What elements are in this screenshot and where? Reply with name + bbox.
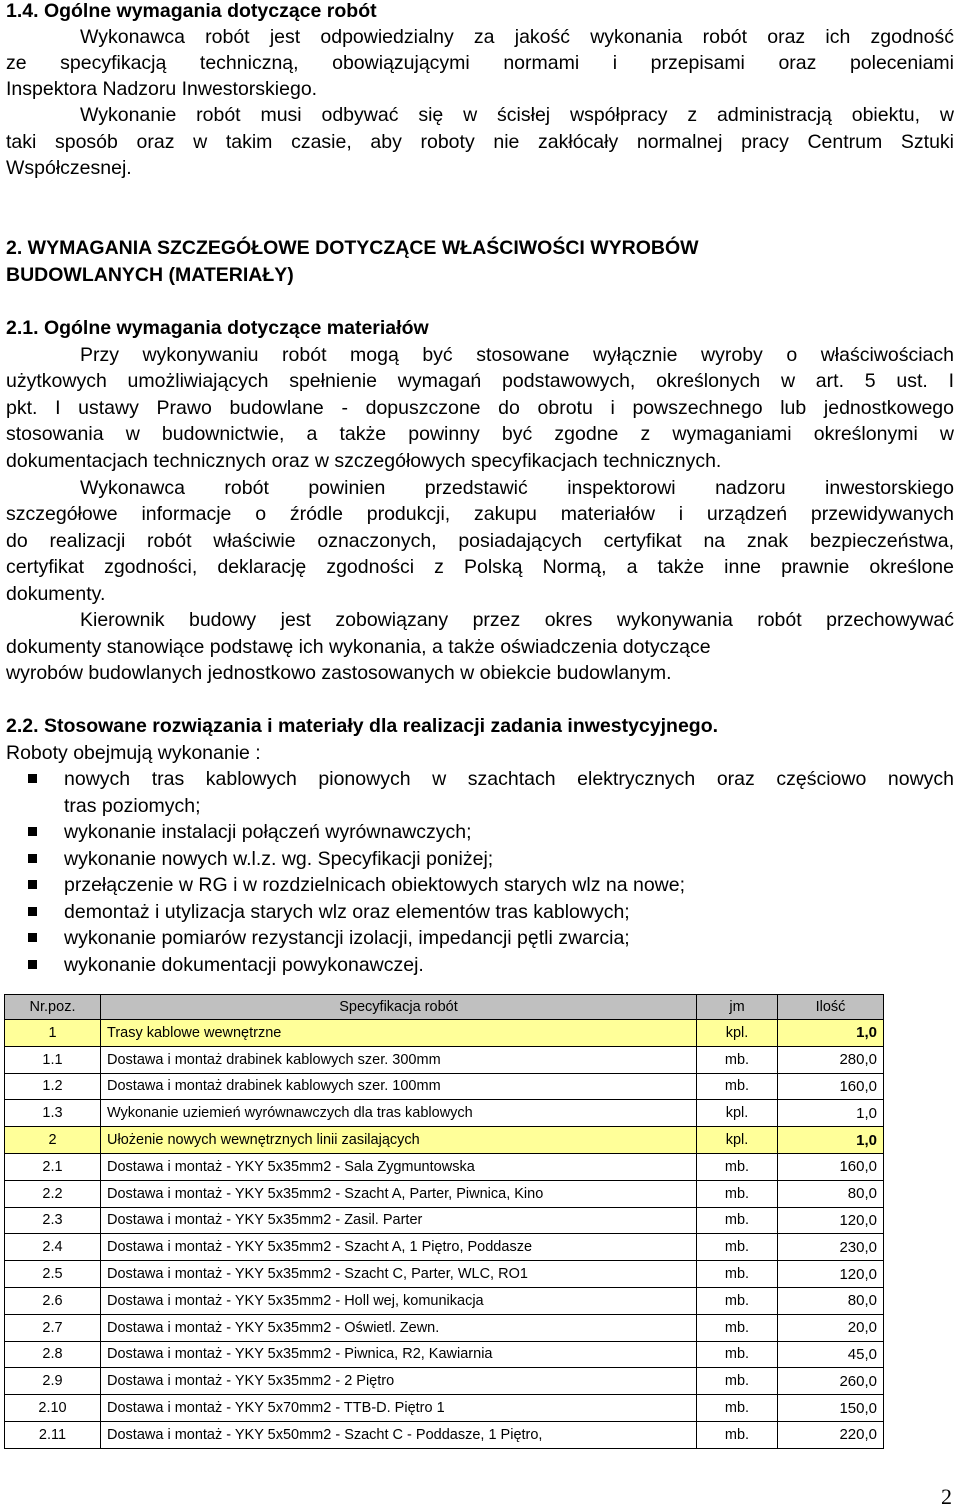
row-description: Dostawa i montaż drabinek kablowych szer. 100mm [101,1073,697,1100]
row-number: 2.5 [5,1261,101,1288]
bullet-item: demontaż i utylizacja starych wlz oraz elementów tras kablowych; [64,901,630,923]
row-quantity: 20,0 [778,1314,884,1341]
row-description: Dostawa i montaż drabinek kablowych szer. 300mm [101,1046,697,1073]
row-number: 1.2 [5,1073,101,1100]
section-2-heading-continued: BUDOWLANYCH (MATERIAŁY) [6,264,294,286]
table-body [5,1020,884,1449]
row-number: 2.7 [5,1314,101,1341]
row-unit: mb. [697,1341,778,1368]
table-row [5,1261,884,1288]
bullet-square-icon [28,774,37,783]
row-number: 2.6 [5,1287,101,1314]
table-row [5,1234,884,1261]
bullet-square-icon [28,854,37,863]
header-nr-poz: Nr.poz. [5,995,101,1020]
page-number: 2 [941,1484,952,1509]
paragraph-line: Współczesnej. [6,157,132,179]
row-number: 2.2 [5,1180,101,1207]
row-number: 2.11 [5,1421,101,1448]
table-row [5,1287,884,1314]
row-quantity: 120,0 [778,1261,884,1288]
table-row [5,1100,884,1127]
row-quantity: 120,0 [778,1207,884,1234]
row-description: Dostawa i montaż - YKY 5x50mm2 - Szacht C - Poddasze, 1 Piętro, [101,1421,697,1448]
table-row [5,1341,884,1368]
row-number: 2 [5,1127,101,1154]
row-number: 2.1 [5,1153,101,1180]
row-quantity: 80,0 [778,1287,884,1314]
row-unit: mb. [697,1153,778,1180]
row-number: 2.8 [5,1341,101,1368]
paragraph-line: Wykonawca robót powinien przedstawić inspektorowi nadzoru inwestorskiego [80,477,954,499]
row-quantity: 160,0 [778,1153,884,1180]
row-unit: mb. [697,1207,778,1234]
row-number: 2.3 [5,1207,101,1234]
row-unit: mb. [697,1314,778,1341]
paragraph-line: Inspektora Nadzoru Inwestorskiego. [6,78,318,100]
table-row [5,1153,884,1180]
row-description: Trasy kablowe wewnętrzne [101,1020,697,1047]
row-number: 1 [5,1020,101,1047]
table-row [5,1127,884,1154]
bullet-item: wykonanie instalacji połączeń wyrównawczych; [64,821,472,843]
table-row [5,1046,884,1073]
row-quantity: 45,0 [778,1341,884,1368]
paragraph-line: pkt. I ustawy Prawo budowlane - dopuszczone do obrotu i powszechnego lub jednostkowego [6,397,954,419]
header-specyfikacja: Specyfikacja robót [101,995,697,1020]
row-unit: mb. [697,1261,778,1288]
bullet-item: wykonanie pomiarów rezystancji izolacji, impedancji pętli zwarcia; [64,927,630,949]
row-description: Dostawa i montaż - YKY 5x35mm2 - Sala Zygmuntowska [101,1153,697,1180]
section-2-1-heading: 2.1. Ogólne wymagania dotyczące materiałów [6,317,429,339]
paragraph-line: Przy wykonywaniu robót mogą być stosowane wyłącznie wyroby o właściwościach [80,344,954,366]
paragraph-line: ze specyfikacją techniczną, obowiązującymi normami i przepisami oraz poleceniami [6,52,954,74]
row-number: 2.10 [5,1395,101,1422]
table-row [5,1020,884,1047]
bullet-square-icon [28,933,37,942]
paragraph-line: Wykonanie robót musi odbywać się w ścisłej współpracy z administracją obiektu, w [80,104,954,126]
row-unit: mb. [697,1421,778,1448]
section-2-2-heading: 2.2. Stosowane rozwiązania i materiały dla realizacji zadania inwestycyjnego. [6,715,719,737]
row-description: Dostawa i montaż - YKY 5x35mm2 - Szacht A, 1 Piętro, Poddasze [101,1234,697,1261]
row-quantity: 280,0 [778,1046,884,1073]
row-quantity: 1,0 [778,1020,884,1047]
paragraph-line: użytkowych umożliwiających spełnienie wymagań podstawowych, określonych w art. 5 ust. I [6,370,954,392]
row-unit: mb. [697,1368,778,1395]
row-unit: mb. [697,1046,778,1073]
row-description: Dostawa i montaż - YKY 5x70mm2 - TTB-D. Piętro 1 [101,1395,697,1422]
row-quantity: 220,0 [778,1421,884,1448]
paragraph-line: dokumenty stanowiące podstawę ich wykonania, a także oświadczenia dotyczące [6,636,711,658]
bullet-square-icon [28,880,37,889]
row-description: Dostawa i montaż - YKY 5x35mm2 - Piwnica, R2, Kawiarnia [101,1341,697,1368]
row-unit: mb. [697,1073,778,1100]
section-2-heading: 2. WYMAGANIA SZCZEGÓŁOWE DOTYCZĄCE WŁAŚCIWOŚCI WYROBÓW [6,237,699,259]
row-number: 1.3 [5,1100,101,1127]
table-row [5,1395,884,1422]
row-number: 1.1 [5,1046,101,1073]
row-quantity: 150,0 [778,1395,884,1422]
row-number: 2.4 [5,1234,101,1261]
row-description: Dostawa i montaż - YKY 5x35mm2 - 2 Piętro [101,1368,697,1395]
bullet-item: wykonanie dokumentacji powykonawczej. [64,954,424,976]
table-row [5,1314,884,1341]
bullet-item: przełączenie w RG i w rozdzielnicach obiektowych starych wlz na nowe; [64,874,686,896]
section-2-2-intro: Roboty obejmują wykonanie : [6,742,261,764]
row-description: Wykonanie uziemień wyrównawczych dla tras kablowych [101,1100,697,1127]
paragraph-line: dokumentacjach technicznych oraz w szczegółowych specyfikacjach technicznych. [6,450,722,472]
row-quantity: 160,0 [778,1073,884,1100]
paragraph-line: szczegółowe informacje o źródle produkcji, zakupu materiałów i urządzeń przewidywanych [6,503,954,525]
paragraph-line: Kierownik budowy jest zobowiązany przez okres wykonywania robót przechowywać [80,609,954,631]
specification-table [4,994,884,1449]
paragraph-line: Wykonawca robót jest odpowiedzialny za jakość wykonania robót oraz ich zgodność [80,26,954,48]
row-unit: kpl. [697,1020,778,1047]
paragraph-line: stosowania w budownictwie, a także powinny być zgodne z wymaganiami określonymi w [6,423,954,445]
header-ilosc: Ilość [778,995,884,1020]
bullet-item: wykonanie nowych w.l.z. wg. Specyfikacji poniżej; [64,848,494,870]
bullet-item-continued: tras poziomych; [64,795,201,817]
row-number: 2.9 [5,1368,101,1395]
bullet-square-icon [28,907,37,916]
table-row [5,1368,884,1395]
row-unit: mb. [697,1395,778,1422]
row-quantity: 80,0 [778,1180,884,1207]
table-row [5,1073,884,1100]
row-quantity: 260,0 [778,1368,884,1395]
bullet-square-icon [28,827,37,836]
row-description: Dostawa i montaż - YKY 5x35mm2 - Szacht A, Parter, Piwnica, Kino [101,1180,697,1207]
bullet-square-icon [28,960,37,969]
row-unit: mb. [697,1234,778,1261]
paragraph-line: taki sposób oraz w takim czasie, aby roboty nie zakłócały normalnej pracy Centrum Sztuki [6,131,954,153]
row-unit: kpl. [697,1127,778,1154]
row-description: Dostawa i montaż - YKY 5x35mm2 - Holl wej, komunikacja [101,1287,697,1314]
row-quantity: 1,0 [778,1127,884,1154]
row-description: Dostawa i montaż - YKY 5x35mm2 - Szacht C, Parter, WLC, RO1 [101,1261,697,1288]
section-1-4-heading: 1.4. Ogólne wymagania dotyczące robót [6,0,377,22]
bullet-item: nowych tras kablowych pionowych w szachtach elektrycznych oraz częściowo nowych [64,768,954,790]
row-unit: mb. [697,1180,778,1207]
paragraph-line: certyfikat zgodności, deklarację zgodności z Polską Normą, a także inne prawnie określone [6,556,954,578]
table-row [5,1207,884,1234]
table-row [5,1421,884,1448]
paragraph-line: do realizacji robót właściwie oznaczonych, posiadających certyfikat na znak bezpieczeństwa, [6,530,954,552]
row-description: Dostawa i montaż - YKY 5x35mm2 - Zasil. Parter [101,1207,697,1234]
paragraph-line: wyrobów budowlanych jednostkowo zastosowanych w obiekcie budowlanym. [6,662,672,684]
row-unit: kpl. [697,1100,778,1127]
row-quantity: 1,0 [778,1100,884,1127]
table-header-row [5,995,884,1020]
table-row [5,1180,884,1207]
row-unit: mb. [697,1287,778,1314]
paragraph-line: dokumenty. [6,583,106,605]
row-quantity: 230,0 [778,1234,884,1261]
header-jm: jm [697,995,778,1020]
row-description: Dostawa i montaż - YKY 5x35mm2 - Oświetl. Zewn. [101,1314,697,1341]
row-description: Ułożenie nowych wewnętrznych linii zasilających [101,1127,697,1154]
